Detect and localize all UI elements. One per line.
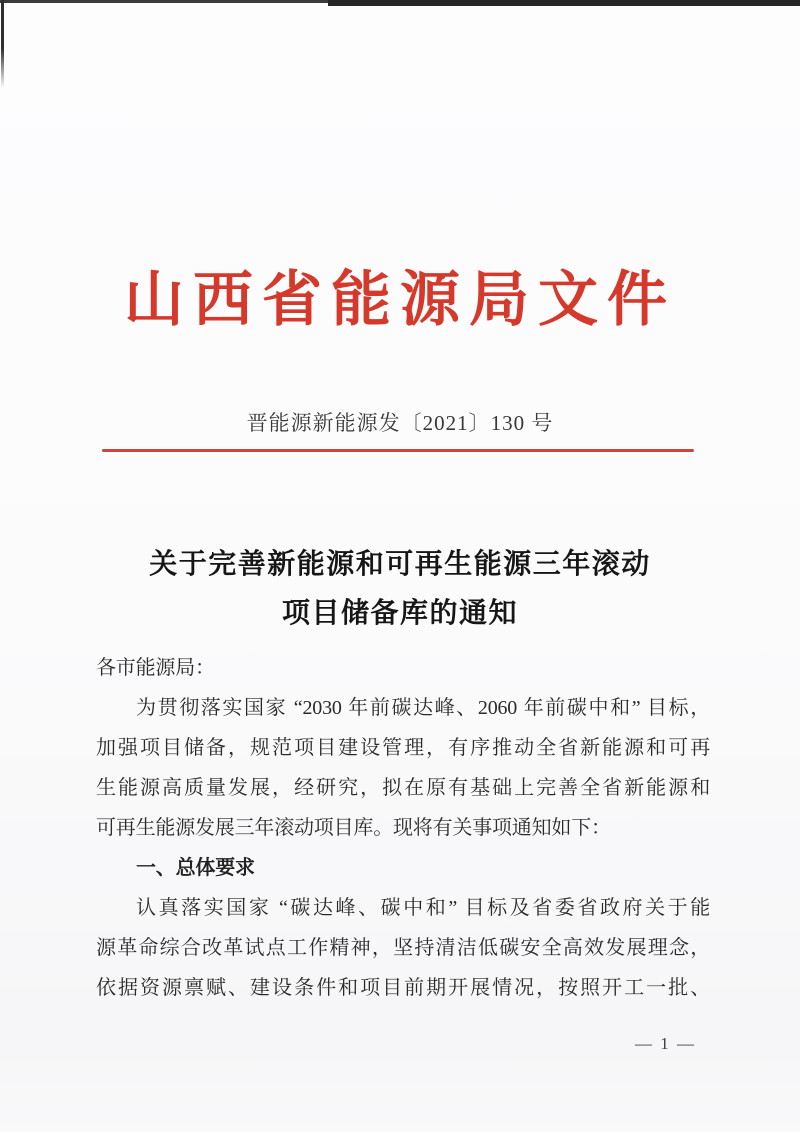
document-title <box>0 540 800 638</box>
scan-edge-top-dark-segment <box>328 0 800 6</box>
document-title-line2: 项目储备库的通知 <box>281 598 518 629</box>
body-line: 源革命综合改革试点工作精神，坚持清洁低碳安全高效发展理念， <box>96 937 710 959</box>
doc-number: 晋能源新能源发〔2021〕130 号 <box>246 411 554 435</box>
body-line: 生能源高质量发展，经研究，拟在原有基础上完善全省新能源和 <box>96 777 710 799</box>
scan-edge-left <box>1 0 4 88</box>
body-line: 可再生能源发展三年滚动项目库。现将有关事项通知如下： <box>96 817 611 839</box>
salutation: 各市能源局： <box>96 657 215 679</box>
body-line: 为贯彻落实国家 “2030 年前碳达峰、2060 年前碳中和” 目标， <box>136 697 710 719</box>
red-divider-line <box>102 449 694 452</box>
body-line: 认真落实国家 “碳达峰、碳中和” 目标及省委省政府关于能 <box>136 897 710 919</box>
body-line: 加强项目储备，规范项目建设管理，有序推动全省新能源和可再 <box>96 737 710 759</box>
document-title-line1: 关于完善新能源和可再生能源三年滚动 <box>149 549 651 580</box>
page-number: — 1 — <box>635 1034 696 1053</box>
section-heading: 一、总体要求 <box>136 857 255 879</box>
agency-title: 山西省能源局文件 <box>124 267 676 333</box>
body-line: 依据资源禀赋、建设条件和项目前期开展情况，按照开工一批、 <box>96 977 710 999</box>
document-body <box>96 648 710 1008</box>
